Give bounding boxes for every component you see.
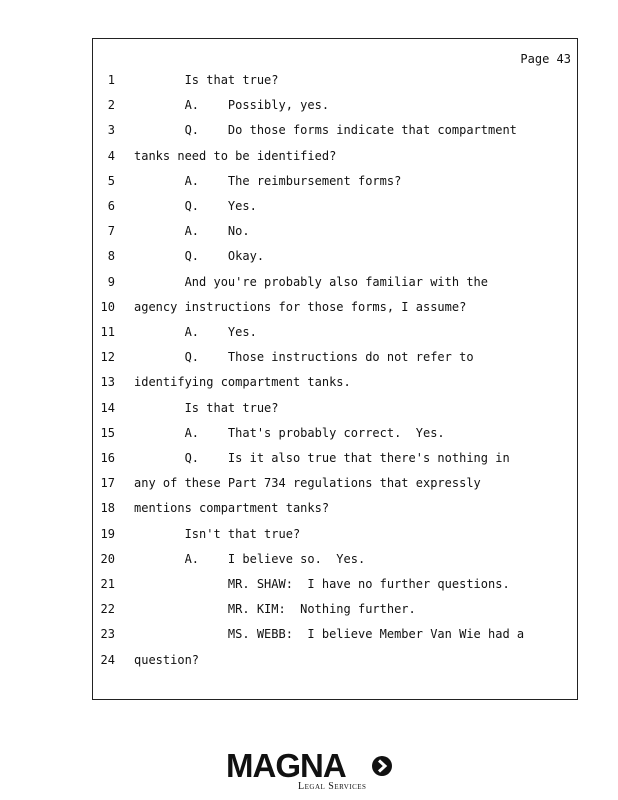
line-number: 11 (100, 325, 115, 339)
line-number: 2 (107, 98, 115, 113)
line-number: 17 (100, 476, 115, 491)
transcript-line (93, 123, 577, 148)
line-number: 7 (107, 224, 115, 239)
line-text: Isn't that true? (134, 526, 301, 541)
line-number: 22 (100, 602, 115, 617)
line-text: A. That's probably correct. Yes. (134, 425, 445, 440)
right-chevron-circle-icon (371, 755, 393, 777)
line-text: A. Possibly, yes. (134, 98, 330, 113)
transcript-line (93, 98, 577, 123)
line-number: 24 (100, 652, 115, 667)
line-number: 14 (100, 400, 115, 415)
line-number: 20 (100, 551, 115, 566)
logo-wordmark: MAGNA (226, 747, 346, 784)
line-number: 9 (107, 274, 115, 289)
transcript-line (93, 249, 577, 274)
line-text: Is that true? (134, 400, 279, 415)
transcript-line (93, 476, 577, 501)
transcript-line (93, 199, 577, 224)
line-text: any of these Part 734 regulations that expressly (134, 476, 481, 491)
transcript-line (93, 577, 577, 602)
line-text: MS. WEBB: I believe Member Van Wie had a (134, 627, 525, 642)
line-number: 4 (107, 148, 115, 163)
transcript-line (93, 325, 577, 350)
line-number: 10 (100, 299, 115, 314)
transcript-page (92, 38, 578, 700)
transcript-line (93, 401, 577, 426)
line-text: A. The reimbursement forms? (134, 173, 402, 188)
line-number: 15 (100, 425, 115, 440)
line-number: 3 (107, 123, 115, 138)
line-text: Q. Do those forms indicate that compartment (134, 123, 517, 138)
logo-tagline: Legal Services (298, 781, 367, 792)
line-text: identifying compartment tanks. (134, 375, 351, 390)
line-number: 21 (100, 577, 115, 591)
line-number: 5 (107, 173, 115, 188)
transcript-line (93, 451, 577, 476)
transcript-line (93, 501, 577, 526)
transcript-line (93, 73, 577, 98)
line-number: 13 (100, 375, 115, 390)
line-text: MR. SHAW: I have no further questions. (134, 577, 510, 591)
line-text: A. No. (134, 224, 250, 239)
line-text: Q. Is it also true that there's nothing in (134, 451, 510, 465)
transcript-line (93, 426, 577, 451)
transcript-line (93, 224, 577, 249)
line-text: A. I believe so. Yes. (134, 551, 366, 566)
line-text: Is that true? (134, 73, 279, 87)
transcript-line (93, 552, 577, 577)
line-text: MR. KIM: Nothing further. (134, 602, 416, 617)
line-text: question? (134, 652, 200, 667)
transcript-line (93, 602, 577, 627)
transcript-line (93, 174, 577, 199)
line-number: 23 (100, 627, 115, 642)
line-number: 16 (100, 451, 115, 465)
transcript-line (93, 375, 577, 400)
line-number: 12 (100, 350, 115, 365)
line-number: 18 (100, 501, 115, 516)
line-text: A. Yes. (134, 325, 257, 339)
transcript-line (93, 653, 577, 678)
line-text: And you're probably also familiar with the (134, 274, 489, 289)
page-number: Page 43 (520, 52, 571, 66)
transcript-line (93, 149, 577, 174)
line-text: Q. Yes. (134, 199, 257, 213)
line-number: 1 (107, 73, 115, 87)
line-number: 8 (107, 249, 115, 264)
magna-logo (226, 748, 396, 794)
transcript-line (93, 350, 577, 375)
line-text: tanks need to be identified? (134, 148, 337, 163)
line-number: 19 (100, 526, 115, 541)
transcript-line (93, 627, 577, 652)
line-text: mentions compartment tanks? (134, 501, 330, 516)
line-number: 6 (107, 199, 115, 213)
line-text: Q. Okay. (134, 249, 265, 264)
transcript-line (93, 300, 577, 325)
line-text: Q. Those instructions do not refer to (134, 350, 474, 365)
transcript-line (93, 275, 577, 300)
transcript-line (93, 527, 577, 552)
line-text: agency instructions for those forms, I assume? (134, 299, 467, 314)
